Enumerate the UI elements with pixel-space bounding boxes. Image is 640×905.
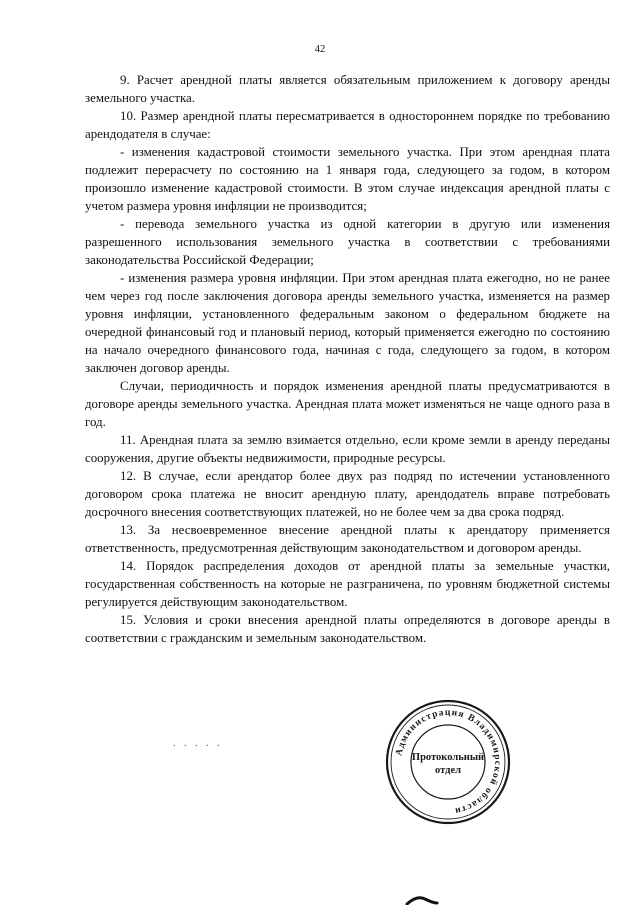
paragraph-10: 10. Размер арендной платы пересматривается в одностороннем порядке по требованию арендодателя в случае: — [85, 109, 610, 141]
paragraph-10-item-cadastral: - изменения кадастровой стоимости земельного участка. При этом арендная плата подлежит перерасчету по состоянию на 1 января года, следующего за годом, в котором произошло изменение кадастровой стоимости. В этом случае индексация арендной платы с учетом размера уровня инфляции не производится; — [85, 145, 610, 213]
paragraph-10-item-inflation: - изменения размера уровня инфляции. При этом арендная плата ежегодно, но не ранее чем через год после заключения договора аренды земельного участка, изменяется на размер уровня инфляции, установленного федеральным законом о федеральном бюджете на очередной финансовый год и плановый период, который применяется ежегодно по состоянию на начало очередного финансового года, начиная с года, следующего за годом, в котором заключен договор аренды. — [85, 271, 610, 375]
document-body — [85, 71, 610, 647]
paragraph-14: 14. Порядок распределения доходов от арендной платы за земельные участки, государственная собственность на которые не разграничена, по уровням бюджетной системы регулируется действующим законодательством. — [85, 559, 610, 609]
paragraph-10-item-category: - перевода земельного участка из одной категории в другую или изменения разрешенного использования земельного участка в соответствии с требованиями законодательства Российской Федерации; — [85, 217, 610, 267]
stamp-ring-text: Администрация Владимирской области — [394, 707, 503, 816]
paragraph-9: 9. Расчет арендной платы является обязательным приложением к договору аренды земельного участка. — [85, 73, 610, 105]
paragraph-11: 11. Арендная плата за землю взимается отдельно, если кроме земли в аренду переданы сооружения, другие объекты недвижимости, природные ресурсы. — [85, 433, 610, 465]
stamp-center-line2: отдел — [435, 765, 461, 776]
faint-marks: . . . . . — [173, 738, 223, 749]
ink-mark — [405, 893, 439, 905]
page-number: 42 — [314, 44, 326, 55]
official-stamp — [383, 697, 513, 827]
paragraph-12: 12. В случае, если арендатор более двух раз подряд по истечении установленного договором срока платежа не вносит арендную плату, арендодатель вправе потребовать досрочного внесения соответствующих платежей, но не более чем за два срока подряд. — [85, 469, 610, 519]
paragraph-15: 15. Условия и сроки внесения арендной платы определяются в договоре аренды в соответствии с гражданским и земельным законодательством. — [85, 613, 610, 645]
paragraph-13: 13. За несвоевременное внесение арендной платы к арендатору применяется ответственность, предусмотренная действующим законодательством и договором аренды. — [85, 523, 610, 555]
paragraph-cases: Случаи, периодичность и порядок изменения арендной платы предусматриваются в договоре аренды земельного участка. Арендная плата может изменяться не чаще одного раза в год. — [85, 379, 610, 429]
stamp-center-line1: Протокольный — [411, 752, 485, 763]
